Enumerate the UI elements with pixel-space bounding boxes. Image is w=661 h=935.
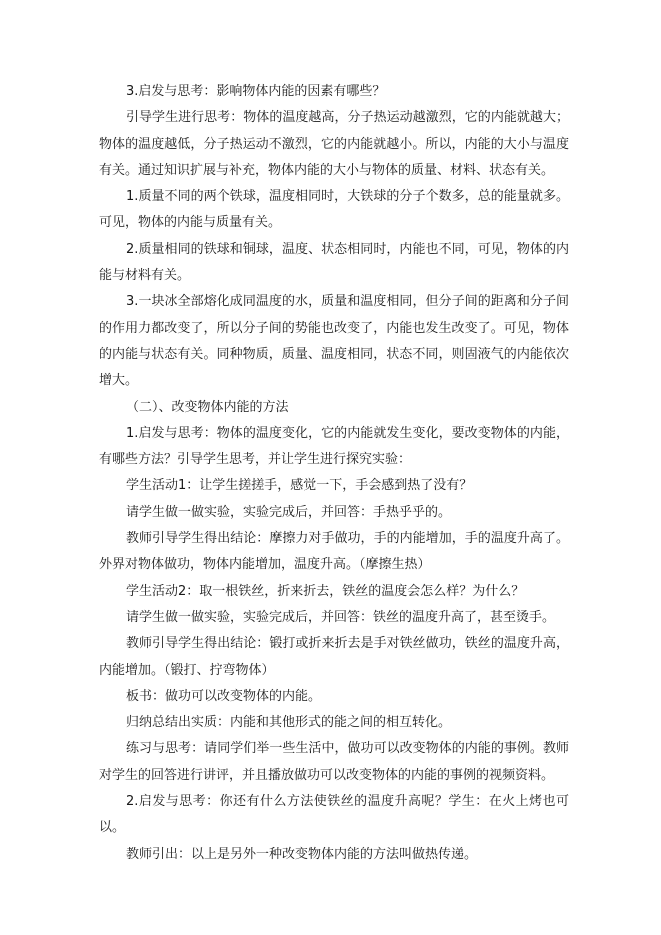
paragraph-experiment-2: 请学生做一做实验，实验完成后，并回答：铁丝的温度升高了，甚至烫手。 bbox=[126, 609, 556, 625]
paragraph-question-3: 3.启发与思考：影响物体内能的因素有哪些？ bbox=[126, 84, 386, 99]
section-heading-methods: （二）、改变物体内能的方法 bbox=[126, 399, 289, 415]
paragraph-question-methods: 1.启发与思考：物体的温度变化，它的内能就发生变化，要改变物体的内能，有哪些方法？引导学生思考，并让学生进行探究实验： bbox=[99, 425, 569, 468]
paragraph-material: 2.质量相同的铁球和铜球，温度、状态相同时，内能也不同，可见，物体的内能与材料有关。 bbox=[99, 241, 569, 284]
paragraph-experiment-1: 请学生做一做实验，实验完成后，并回答：手热乎乎的。 bbox=[126, 504, 452, 520]
paragraph-activity-2: 学生活动2：取一根铁丝，折来折去，铁丝的温度会怎么样？为什么？ bbox=[126, 583, 525, 599]
paragraph-guidance-temperature: 引导学生进行思考：物体的温度越高，分子热运动越激烈，它的内能就越大；物体的温度越低，分子热运动不激烈，它的内能就越小。所以，内能的大小与温度有关。通过知识扩展与补充，物体内能的大小与物体的质量、材料、状态有关。 bbox=[99, 110, 569, 178]
paragraph-summary: 归纳总结出实质：内能和其他形式的能之间的相互转化。 bbox=[126, 715, 452, 731]
paragraph-conclusion-2: 教师引导学生得出结论：锻打或折来折去是手对铁丝做功，铁丝的温度升高，内能增加。（锻打、拧弯物体） bbox=[99, 636, 569, 678]
paragraph-conclusion-1: 教师引导学生得出结论：摩擦力对手做功，手的内能增加，手的温度升高了。外界对物体做功，物体内能增加，温度升高。（摩擦生热） bbox=[99, 531, 569, 573]
paragraph-state: 3.一块冰全部熔化成同温度的水，质量和温度相同，但分子间的距离和分子间的作用力都改变了，所以分子间的势能也改变了，内能也发生改变了。可见，物体的内能与状态有关。同种物质，质量、温度相同，状态不同，则固液气的内能依次增大。 bbox=[99, 294, 569, 389]
paragraph-heat-transfer: 教师引出：以上是另外一种改变物体内能的方法叫做热传递。 bbox=[126, 846, 478, 862]
paragraph-mass: 1.质量不同的两个铁球，温度相同时，大铁球的分子个数多，总的能量就多。可见，物体的内能与质量有关。 bbox=[99, 189, 569, 231]
paragraph-blackboard: 板书：做功可以改变物体的内能。 bbox=[126, 688, 322, 704]
document-body bbox=[99, 79, 569, 868]
paragraph-activity-1: 学生活动1：让学生搓搓手，感觉一下，手会感到热了没有？ bbox=[126, 478, 473, 494]
paragraph-question-2: 2.启发与思考：你还有什么方法使铁丝的温度升高呢？学生：在火上烤也可以。 bbox=[99, 794, 569, 836]
paragraph-practice: 练习与思考：请同学们举一些生活中，做功可以改变物体的内能的事例。教师对学生的回答进行讲评，并且播放做功可以改变物体的内能的事例的视频资料。 bbox=[99, 741, 569, 783]
